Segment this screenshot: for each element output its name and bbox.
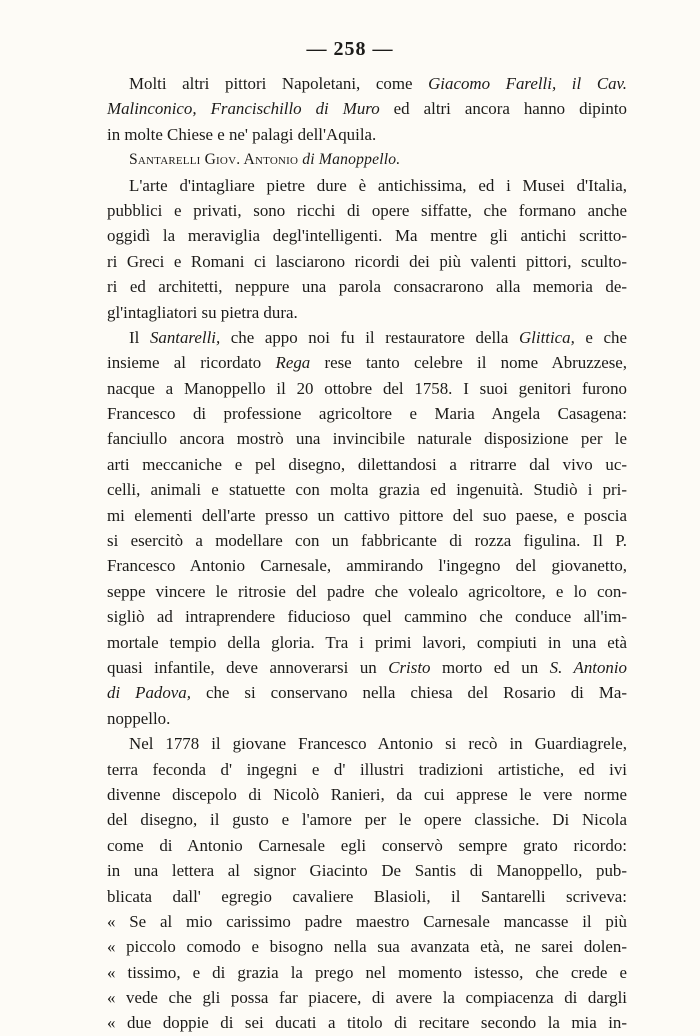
text-run: in una lettera al signor Giacinto De Santis di Manoppello, pub- <box>107 861 627 881</box>
text-line <box>107 1010 627 1035</box>
italic-text: di Manoppello. <box>302 151 401 169</box>
text-line <box>107 757 627 782</box>
italic-text: Giacomo Farelli, il Cav. <box>428 74 627 93</box>
text-run: seppe vincere le ritrosie del padre che volealo agricoltore, e lo con- <box>107 581 627 601</box>
text-line <box>107 325 627 350</box>
text-run: divenne discepolo di Nicolò Ranieri, da cui apprese le vere norme <box>107 784 627 804</box>
text-run: « vede che gli possa far piacere, di avere la compiacenza di dargli <box>107 988 627 1008</box>
text-run: Francesco di professione agricoltore e Maria Angela Casagena: <box>107 404 627 424</box>
text-line <box>107 909 627 934</box>
small-caps-name: Santarelli Giov. Antonio <box>129 151 299 169</box>
text-line <box>107 630 627 655</box>
text-run: gl'intagliatori su pietra dura. <box>107 302 298 322</box>
text-line <box>107 249 627 274</box>
text-run: del disegno, il gusto e l'amore per le opere classiche. Di Nicola <box>107 810 627 830</box>
text-line <box>107 300 627 325</box>
text-line <box>107 198 627 223</box>
text-run: in molte Chiese e ne' palagi dell'Aquila. <box>107 124 377 144</box>
text-line <box>107 985 627 1010</box>
page-number: — 258 — <box>306 38 394 60</box>
text-line <box>107 96 627 121</box>
text-run: ed altri ancora hanno dipinto <box>379 99 627 119</box>
text-line <box>107 553 627 578</box>
text-line <box>107 401 627 426</box>
text-line <box>107 477 627 502</box>
text-line <box>107 71 627 96</box>
text-run: nacque a Manoppello il 20 ottobre del 1758. I suoi genitori furono <box>107 378 627 398</box>
text-line <box>107 782 627 807</box>
entry-heading <box>107 147 627 172</box>
text-line <box>107 680 627 705</box>
text-line <box>107 706 627 731</box>
text-line <box>107 274 627 299</box>
text-line <box>107 122 627 147</box>
text-run: terra feconda d' ingegni e d' illustri tradizioni artistiche, ed ivi <box>107 759 627 779</box>
italic-text: S. Antonio <box>549 657 627 677</box>
text-line <box>107 884 627 909</box>
text-run: che si conservano nella chiesa del Rosario di Ma- <box>190 683 627 703</box>
italic-text: Malinconico, Francischillo di Muro <box>107 99 380 119</box>
italic-text: Santarelli, <box>149 327 221 347</box>
text-line <box>107 223 627 248</box>
paragraph <box>107 71 627 147</box>
text-line <box>107 934 627 959</box>
text-line <box>107 579 627 604</box>
text-line <box>107 503 627 528</box>
paragraph <box>107 173 627 325</box>
text-run: oggidì la meraviglia degl'intelligenti. Ma mentre gli antichi scritto- <box>107 226 627 246</box>
text-run: mortale tempio della gloria. Tra i primi lavori, compiuti in una età <box>107 632 627 652</box>
text-line <box>107 604 627 629</box>
italic-text: Rega <box>275 353 311 373</box>
text-line <box>107 807 627 832</box>
text-line <box>107 731 627 756</box>
text-run: ri Greci e Romani ci lasciarono ricordi dei più valenti pittori, sculto- <box>107 251 627 271</box>
text-run: « due doppie di sei ducati a titolo di recitare secondo la mia in- <box>107 1013 627 1033</box>
paragraph <box>107 731 627 1036</box>
text-run: quasi infantile, deve annoverarsi un <box>107 657 389 677</box>
paragraph <box>107 325 627 731</box>
text-run: « piccolo comodo e bisogno nella sua avanzata età, ne sarei dolen- <box>107 937 627 957</box>
text-run: si esercitò a modellare con un fabbricante di rozza figulina. Il P. <box>107 531 627 551</box>
text-line <box>107 858 627 883</box>
text-run: che appo noi fu il restauratore della <box>220 327 519 347</box>
text-line <box>107 147 627 172</box>
italic-text: Glittica, <box>518 327 575 347</box>
text-line <box>107 528 627 553</box>
text-run: Molti altri pittori Napoletani, come <box>129 74 429 93</box>
text-run: insieme al ricordato <box>107 353 276 373</box>
italic-text: Cristo <box>388 657 431 677</box>
text-line <box>107 655 627 680</box>
text-run: arti meccaniche e pel disegno, dilettandosi a ritrarre dal vivo uc- <box>107 454 627 474</box>
text-line <box>107 350 627 375</box>
text-run: « tissimo, e di grazia la prego nel momento istesso, che crede e <box>107 962 627 982</box>
text-line <box>107 173 627 198</box>
text-line <box>107 452 627 477</box>
text-run: rese tanto celebre il nome Abruzzese, <box>310 353 628 373</box>
text-run: celli, animali e statuette con molta grazia ed ingenuità. Studiò i pri- <box>107 480 627 500</box>
text-run: « Se al mio carissimo padre maestro Carnesale mancasse il più <box>107 911 627 931</box>
text-line <box>107 833 627 858</box>
text-run: come di Antonio Carnesale egli conservò sempre grato ricordo: <box>107 835 627 855</box>
text-run: Francesco Antonio Carnesale, ammirando l'ingegno del giovanetto, <box>107 556 627 576</box>
text-run: fanciullo ancora mostrò una invincibile naturale disposizione per le <box>107 429 627 449</box>
text-run: morto ed un <box>430 657 550 677</box>
text-run: L'arte d'intagliare pietre dure è antichissima, ed i Musei d'Italia, <box>129 175 627 195</box>
text-run: pubblici e privati, sono ricchi di opere siffatte, che formano anche <box>107 200 627 220</box>
text-line <box>107 960 627 985</box>
text-run: Il <box>129 327 150 347</box>
body-text <box>107 71 627 1036</box>
text-run: blicata dall' egregio cavaliere Blasioli, il Santarelli scriveva: <box>107 886 627 906</box>
text-run: mi elementi dell'arte presso un cattivo pittore del suo paese, e poscia <box>107 505 627 525</box>
text-run: e che <box>574 327 627 347</box>
text-line <box>107 376 627 401</box>
text-run: Nel 1778 il giovane Francesco Antonio si recò in Guardiagrele, <box>129 734 627 754</box>
text-line <box>107 426 627 451</box>
text-run: noppello. <box>107 708 171 728</box>
italic-text: di Padova, <box>107 683 191 703</box>
text-run: ri ed architetti, neppure una parola consacrarono alla memoria de- <box>107 277 627 297</box>
text-run: sigliò ad intraprendere fiducioso quel cammino che conduce all'im- <box>107 607 627 627</box>
